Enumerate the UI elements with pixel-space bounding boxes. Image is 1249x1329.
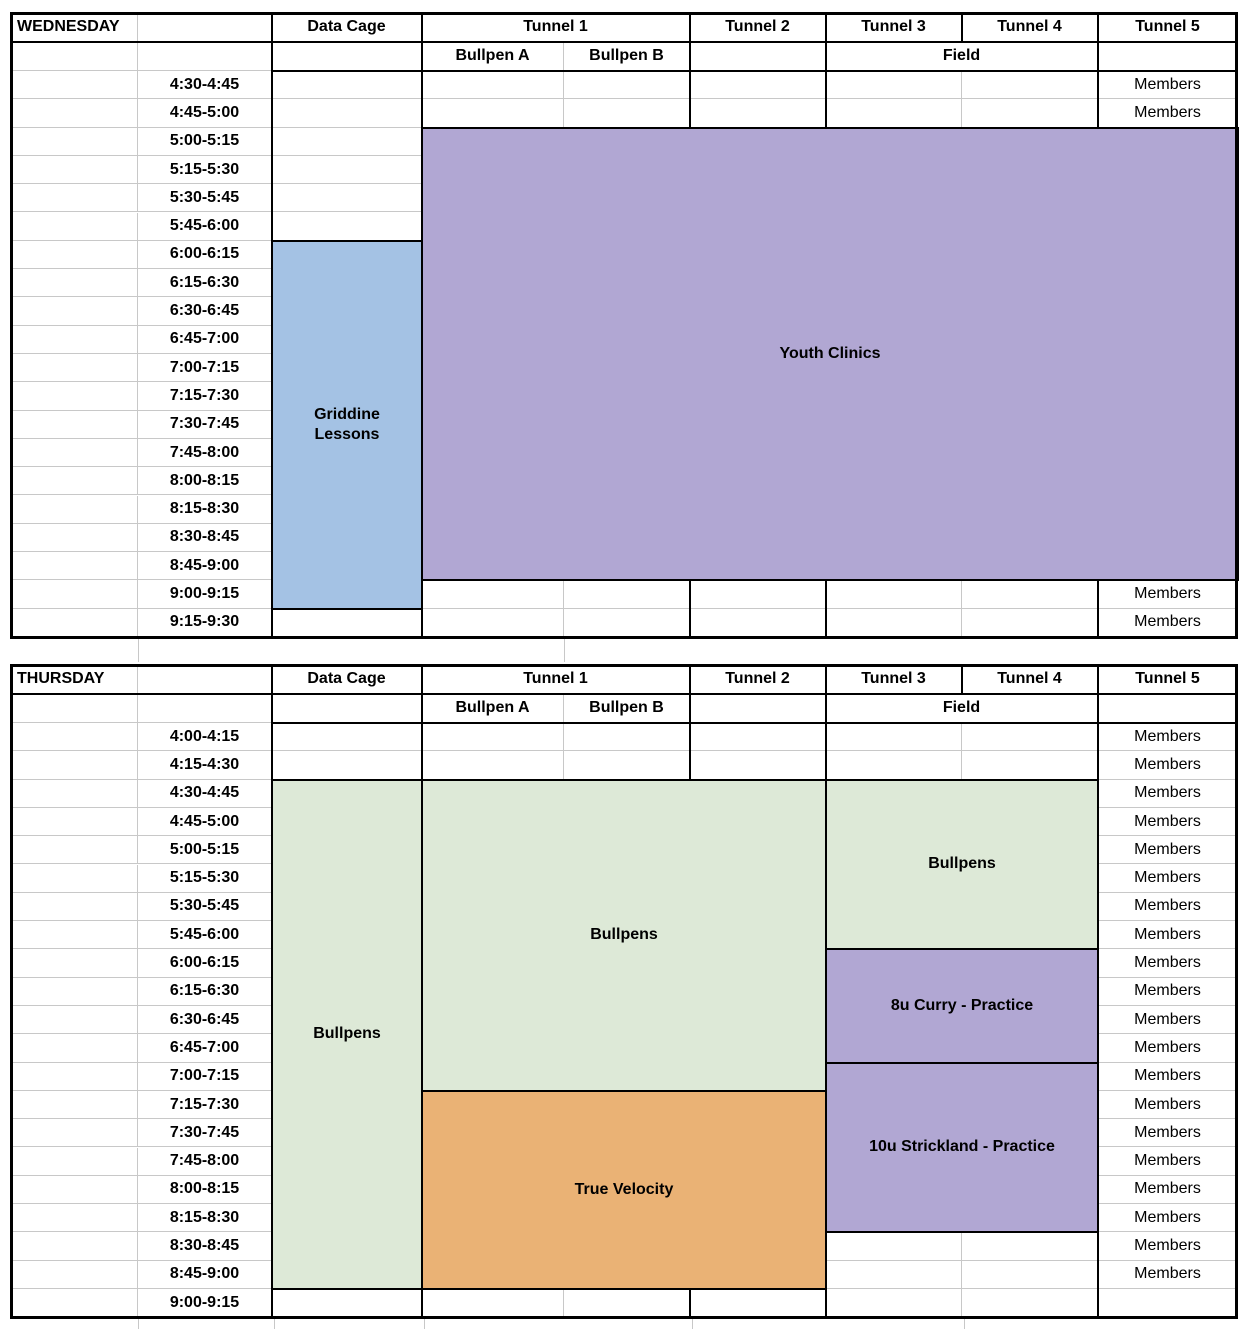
- grid-cell: [10, 609, 138, 637]
- grid-cell: [826, 1261, 962, 1289]
- grid-cell: [272, 99, 422, 127]
- time-slot-label: 8:30-8:45: [138, 1232, 272, 1260]
- grid-cell: [962, 751, 1098, 779]
- grid-cell: [10, 1063, 138, 1091]
- grid-cell: [422, 580, 564, 608]
- grid-cell: [826, 580, 962, 608]
- time-slot-label: 8:15-8:30: [138, 1204, 272, 1232]
- time-slot-label: 5:30-5:45: [138, 893, 272, 921]
- grid-cell: [962, 1232, 1098, 1260]
- grid-cell: [10, 808, 138, 836]
- grid-cell: [826, 723, 962, 751]
- time-slot-label: 5:00-5:15: [138, 128, 272, 156]
- tunnel5-slot: Members: [1098, 1232, 1238, 1260]
- grid-cell: [10, 1289, 138, 1317]
- grid-cell: [10, 723, 138, 751]
- subheader-bullpen-b: Bullpen B: [564, 694, 690, 723]
- blank-subheader: [1098, 42, 1238, 71]
- grid-cell: [422, 71, 564, 99]
- grid-cell: [272, 71, 422, 99]
- time-slot-label: 4:45-5:00: [138, 808, 272, 836]
- row-divider: [272, 722, 1238, 724]
- tunnel5-slot: Members: [1098, 1063, 1238, 1091]
- grid-cell: [10, 1034, 138, 1062]
- subheader-bullpen-b: Bullpen B: [564, 42, 690, 71]
- tunnel5-slot: Members: [1098, 580, 1238, 608]
- grid-cell: [272, 184, 422, 212]
- grid-cell: [690, 609, 826, 637]
- grid-cell: [10, 128, 138, 156]
- grid-cell: [690, 723, 826, 751]
- wednesday-schedule: [10, 12, 1238, 637]
- grid-cell: [564, 1289, 690, 1317]
- grid-cell: [962, 99, 1098, 127]
- tunnel5-slot: Members: [1098, 1204, 1238, 1232]
- grid-cell: [10, 297, 138, 325]
- time-slot-label: 7:30-7:45: [138, 1119, 272, 1147]
- blank-subheader: [272, 694, 422, 723]
- grid-cell: [564, 609, 690, 637]
- tunnel5-slot: Members: [1098, 1261, 1238, 1289]
- thursday-schedule: [10, 664, 1238, 1317]
- tunnel5-slot: [1098, 1289, 1238, 1317]
- tunnel5-slot: Members: [1098, 978, 1238, 1006]
- grid-cell: [10, 865, 138, 893]
- grid-cell: [826, 751, 962, 779]
- header-data-cage: Data Cage: [272, 12, 422, 42]
- header-tunnel-2: Tunnel 2: [690, 664, 826, 694]
- grid-cell: [564, 99, 690, 127]
- grid-cell: [564, 723, 690, 751]
- time-slot-label: 8:00-8:15: [138, 1176, 272, 1204]
- strickland-practice-block: 10u Strickland - Practice: [825, 1062, 1099, 1234]
- grid-cell: [962, 1289, 1098, 1317]
- grid-cell: [272, 609, 422, 637]
- grid-cell: [564, 71, 690, 99]
- grid-cell: [690, 1289, 826, 1317]
- subheader-field: Field: [826, 694, 1098, 723]
- header-data-cage: Data Cage: [272, 664, 422, 694]
- gap-gridline: [424, 1316, 425, 1329]
- grid-cell: [962, 71, 1098, 99]
- day-label: WEDNESDAY: [10, 12, 138, 42]
- gap-gridline: [138, 1316, 139, 1329]
- blank-subheader: [138, 694, 272, 723]
- griddine-lessons-block: Griddine Lessons: [271, 240, 423, 610]
- time-slot-label: 7:00-7:15: [138, 354, 272, 382]
- blank-subheader: [272, 42, 422, 71]
- grid-cell: [272, 723, 422, 751]
- header-tunnel-1: Tunnel 1: [422, 12, 690, 42]
- time-slot-label: 9:00-9:15: [138, 1289, 272, 1317]
- gap-gridline: [564, 636, 565, 662]
- grid-cell: [422, 609, 564, 637]
- grid-cell: [10, 496, 138, 524]
- grid-cell: [826, 1232, 962, 1260]
- blank-header: [138, 664, 272, 694]
- grid-cell: [826, 609, 962, 637]
- grid-cell: [690, 99, 826, 127]
- header-tunnel-5: Tunnel 5: [1098, 664, 1238, 694]
- row-divider: [272, 70, 1238, 72]
- grid-cell: [962, 1261, 1098, 1289]
- grid-cell: [10, 1176, 138, 1204]
- bullpens-field-block: Bullpens: [825, 779, 1099, 951]
- time-slot-label: 6:45-7:00: [138, 1034, 272, 1062]
- time-slot-label: 8:45-9:00: [138, 1261, 272, 1289]
- time-slot-label: 8:15-8:30: [138, 496, 272, 524]
- time-slot-label: 6:30-6:45: [138, 297, 272, 325]
- grid-cell: [690, 71, 826, 99]
- time-slot-label: 5:00-5:15: [138, 836, 272, 864]
- tunnel5-slot: Members: [1098, 609, 1238, 637]
- grid-cell: [10, 1091, 138, 1119]
- header-tunnel-3: Tunnel 3: [826, 12, 962, 42]
- tunnel5-slot: Members: [1098, 1119, 1238, 1147]
- blank-subheader: [1098, 694, 1238, 723]
- time-slot-label: 6:15-6:30: [138, 978, 272, 1006]
- time-slot-label: 4:30-4:45: [138, 71, 272, 99]
- grid-cell: [564, 580, 690, 608]
- time-slot-label: 5:15-5:30: [138, 865, 272, 893]
- tunnel5-slot: Members: [1098, 949, 1238, 977]
- blank-subheader: [10, 694, 138, 723]
- tunnel5-slot: Members: [1098, 836, 1238, 864]
- blank-subheader: [690, 694, 826, 723]
- column-divider: [961, 664, 963, 694]
- grid-cell: [10, 269, 138, 297]
- time-slot-label: 4:45-5:00: [138, 99, 272, 127]
- grid-cell: [10, 99, 138, 127]
- grid-cell: [10, 978, 138, 1006]
- grid-cell: [10, 213, 138, 241]
- grid-cell: [10, 580, 138, 608]
- grid-cell: [10, 1261, 138, 1289]
- grid-cell: [826, 99, 962, 127]
- grid-cell: [272, 751, 422, 779]
- time-slot-label: 5:30-5:45: [138, 184, 272, 212]
- grid-cell: [10, 1148, 138, 1176]
- blank-subheader: [138, 42, 272, 71]
- grid-cell: [10, 1119, 138, 1147]
- grid-cell: [10, 184, 138, 212]
- time-slot-label: 7:45-8:00: [138, 439, 272, 467]
- grid-cell: [10, 382, 138, 410]
- bullpens-data-cage-block: Bullpens: [271, 779, 423, 1290]
- time-slot-label: 7:15-7:30: [138, 1091, 272, 1119]
- time-slot-label: 7:00-7:15: [138, 1063, 272, 1091]
- tunnel5-slot: Members: [1098, 751, 1238, 779]
- grid-cell: [10, 552, 138, 580]
- grid-cell: [10, 524, 138, 552]
- tunnel5-slot: Members: [1098, 1006, 1238, 1034]
- header-tunnel-5: Tunnel 5: [1098, 12, 1238, 42]
- grid-cell: [826, 71, 962, 99]
- row-divider: [10, 41, 1238, 43]
- time-slot-label: 8:00-8:15: [138, 467, 272, 495]
- time-slot-label: 6:45-7:00: [138, 326, 272, 354]
- gap-gridline: [138, 636, 139, 662]
- day-label: THURSDAY: [10, 664, 138, 694]
- grid-cell: [564, 751, 690, 779]
- grid-cell: [272, 213, 422, 241]
- grid-cell: [10, 1204, 138, 1232]
- tunnel5-slot: Members: [1098, 71, 1238, 99]
- true-velocity-block: True Velocity: [421, 1090, 827, 1290]
- header-tunnel-4: Tunnel 4: [962, 12, 1098, 42]
- time-slot-label: 6:30-6:45: [138, 1006, 272, 1034]
- youth-clinics-block: Youth Clinics: [421, 127, 1239, 582]
- row-divider: [10, 693, 1238, 695]
- tunnel5-slot: Members: [1098, 99, 1238, 127]
- blank-header: [138, 12, 272, 42]
- bullpens-tunnel1-block: Bullpens: [421, 779, 827, 1092]
- grid-cell: [962, 580, 1098, 608]
- grid-cell: [10, 780, 138, 808]
- tunnel5-slot: Members: [1098, 865, 1238, 893]
- tunnel5-slot: Members: [1098, 723, 1238, 751]
- column-divider: [961, 12, 963, 42]
- tunnel5-slot: Members: [1098, 1148, 1238, 1176]
- grid-cell: [690, 751, 826, 779]
- time-slot-label: 7:45-8:00: [138, 1148, 272, 1176]
- grid-cell: [422, 1289, 564, 1317]
- time-slot-label: 8:45-9:00: [138, 552, 272, 580]
- subheader-bullpen-a: Bullpen A: [422, 42, 564, 71]
- grid-cell: [422, 723, 564, 751]
- time-slot-label: 9:00-9:15: [138, 580, 272, 608]
- time-slot-label: 8:30-8:45: [138, 524, 272, 552]
- blank-subheader: [10, 42, 138, 71]
- time-slot-label: 6:15-6:30: [138, 269, 272, 297]
- header-tunnel-3: Tunnel 3: [826, 664, 962, 694]
- time-slot-label: 4:30-4:45: [138, 780, 272, 808]
- grid-cell: [962, 723, 1098, 751]
- grid-cell: [422, 751, 564, 779]
- time-slot-label: 5:15-5:30: [138, 156, 272, 184]
- gap-gridline: [964, 1316, 965, 1329]
- time-slot-label: 6:00-6:15: [138, 949, 272, 977]
- grid-cell: [10, 949, 138, 977]
- time-slot-label: 5:45-6:00: [138, 921, 272, 949]
- grid-cell: [10, 71, 138, 99]
- grid-cell: [10, 411, 138, 439]
- time-slot-label: 4:00-4:15: [138, 723, 272, 751]
- grid-cell: [10, 156, 138, 184]
- header-tunnel-4: Tunnel 4: [962, 664, 1098, 694]
- grid-cell: [272, 156, 422, 184]
- time-slot-label: 9:15-9:30: [138, 609, 272, 637]
- tunnel5-slot: Members: [1098, 808, 1238, 836]
- time-slot-label: 6:00-6:15: [138, 241, 272, 269]
- subheader-bullpen-a: Bullpen A: [422, 694, 564, 723]
- tunnel5-slot: Members: [1098, 780, 1238, 808]
- grid-cell: [10, 921, 138, 949]
- grid-cell: [10, 893, 138, 921]
- tunnel5-slot: Members: [1098, 1034, 1238, 1062]
- time-slot-label: 7:30-7:45: [138, 411, 272, 439]
- gap-gridline: [692, 1316, 693, 1329]
- grid-cell: [10, 326, 138, 354]
- blank-subheader: [690, 42, 826, 71]
- curry-practice-block: 8u Curry - Practice: [825, 948, 1099, 1063]
- grid-cell: [422, 99, 564, 127]
- header-tunnel-2: Tunnel 2: [690, 12, 826, 42]
- gap-gridline: [274, 1316, 275, 1329]
- time-slot-label: 7:15-7:30: [138, 382, 272, 410]
- grid-cell: [10, 439, 138, 467]
- grid-cell: [10, 1232, 138, 1260]
- time-slot-label: 4:15-4:30: [138, 751, 272, 779]
- grid-cell: [10, 241, 138, 269]
- grid-cell: [10, 751, 138, 779]
- grid-cell: [10, 1006, 138, 1034]
- grid-cell: [962, 609, 1098, 637]
- tunnel5-slot: Members: [1098, 1091, 1238, 1119]
- time-slot-label: 5:45-6:00: [138, 213, 272, 241]
- header-tunnel-1: Tunnel 1: [422, 664, 690, 694]
- tunnel5-slot: Members: [1098, 893, 1238, 921]
- grid-cell: [10, 467, 138, 495]
- tunnel5-slot: Members: [1098, 921, 1238, 949]
- grid-cell: [826, 1289, 962, 1317]
- grid-cell: [10, 354, 138, 382]
- grid-cell: [272, 128, 422, 156]
- subheader-field: Field: [826, 42, 1098, 71]
- grid-cell: [272, 1289, 422, 1317]
- tunnel5-slot: Members: [1098, 1176, 1238, 1204]
- grid-cell: [690, 580, 826, 608]
- grid-cell: [10, 836, 138, 864]
